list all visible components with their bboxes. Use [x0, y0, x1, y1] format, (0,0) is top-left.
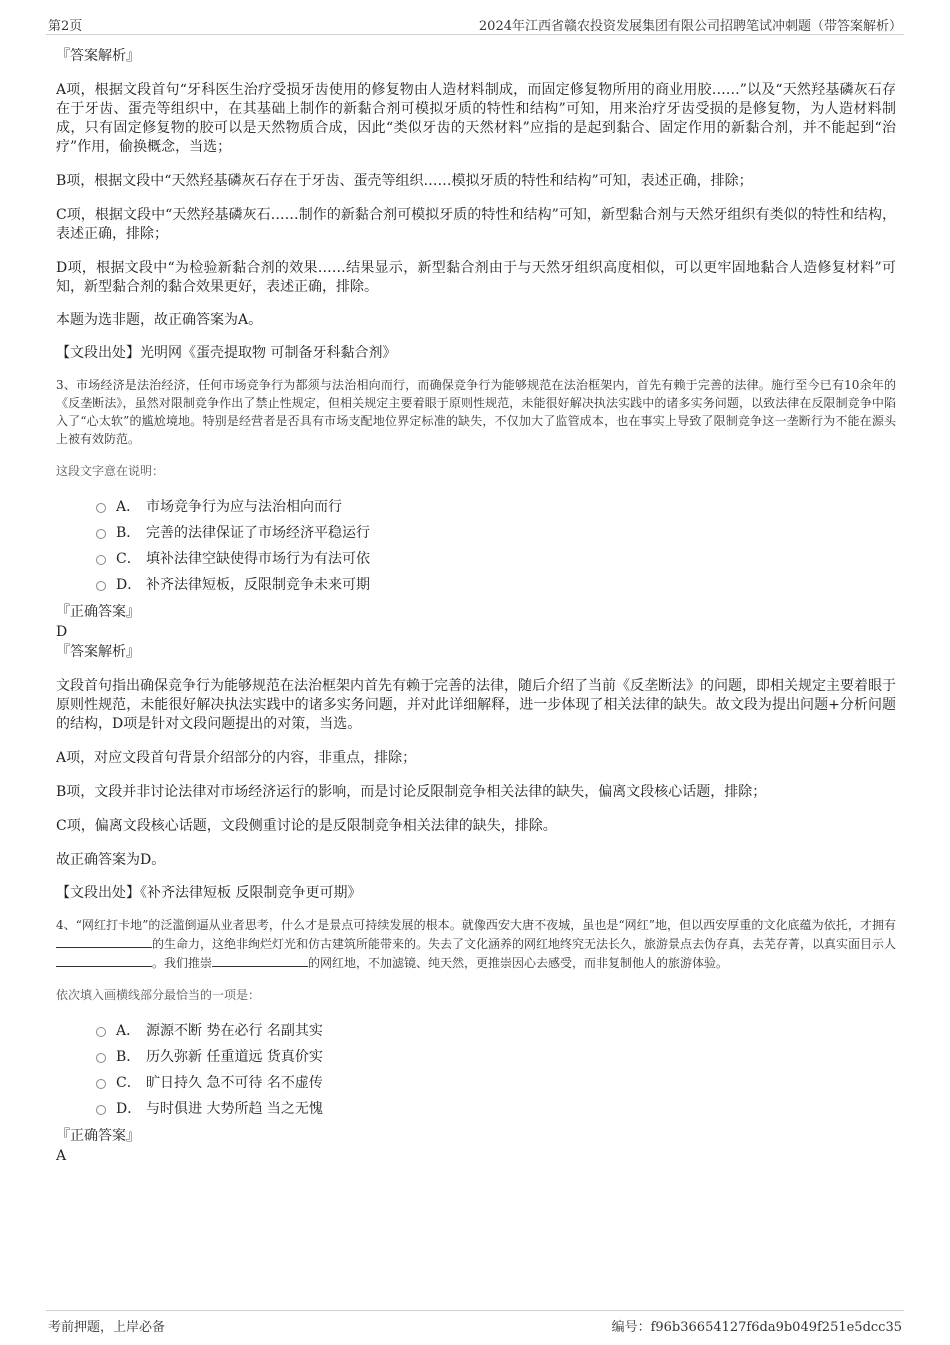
option-a[interactable]: A． 市场竞争行为应与法治相向而行: [96, 494, 896, 520]
analysis-label: 『答案解析』: [56, 48, 140, 64]
page-header: [46, 12, 904, 35]
radio-icon[interactable]: [96, 503, 106, 513]
analysis-d: D项，根据文段中“为检验新黏合剂的效果……结果显示，新型黏合剂由于与天然牙组织高度相似，可以更牢固地黏合人造修复材料”可知，新型黏合剂的黏合效果更好，表述正确，排除。: [56, 260, 896, 295]
question-4-prompt: 依次填入画横线部分最恰当的一项是：: [56, 988, 261, 1002]
analysis-label: 『答案解析』: [56, 644, 140, 660]
answer-value: D: [56, 624, 68, 640]
option-a[interactable]: A． 源源不断 势在必行 名副其实: [96, 1018, 896, 1044]
answer-value: A: [56, 1148, 67, 1164]
source: 【文段出处】光明网《蛋壳提取物 可制备牙科黏合剂》: [56, 345, 397, 361]
conclusion: 本题为选非题，故正确答案为A。: [56, 312, 263, 328]
source: 【文段出处】《补齐法律短板 反限制竞争更可期》: [56, 885, 362, 901]
conclusion: 故正确答案为D。: [56, 852, 166, 868]
document-title: 2024年江西省赣农投资发展集团有限公司招聘笔试冲刺题（带答案解析）: [478, 19, 902, 34]
question-3-options: [56, 494, 896, 598]
answer-label: 『正确答案』: [56, 604, 140, 620]
radio-icon[interactable]: [96, 581, 106, 591]
fill-blank-2: [56, 953, 152, 967]
option-c[interactable]: C． 旷日持久 急不可待 名不虚传: [96, 1070, 896, 1096]
radio-icon[interactable]: [96, 555, 106, 565]
question-4-stem: 4、“网红打卡地”的泛滥倒逼从业者思考，什么才是景点可持续发展的根本。就像西安大唐不夜城，虽也是“网红”地，但以西安厚重的文化底蕴为依托，才拥有的生命力，这绝非绚烂灯光和仿古建筑所能带来的。失去了文化涵养的网红地终究无法长久，旅游景点去伪存真，去芜存菁，以真实面目示人。我们推崇 的网红地，不加滤镜、纯天然，更推崇因心去感受，而非复制他人的旅游体验。: [56, 918, 897, 970]
page-footer: [46, 1310, 904, 1337]
question-4-options: [56, 1018, 896, 1122]
analysis-a: A项，对应文段首句背景介绍部分的内容，非重点，排除；: [56, 750, 417, 766]
option-d[interactable]: D． 补齐法律短板，反限制竞争未来可期: [96, 572, 896, 598]
radio-icon[interactable]: [96, 1105, 106, 1115]
answer-label: 『正确答案』: [56, 1128, 140, 1144]
fill-blank-3: [212, 953, 308, 967]
fill-blank-1: [56, 934, 152, 948]
radio-icon[interactable]: [96, 529, 106, 539]
radio-icon[interactable]: [96, 1027, 106, 1037]
radio-icon[interactable]: [96, 1079, 106, 1089]
question-3-prompt: 这段文字意在说明：: [56, 464, 165, 478]
radio-icon[interactable]: [96, 1053, 106, 1063]
option-b[interactable]: B． 完善的法律保证了市场经济平稳运行: [96, 520, 896, 546]
analysis-main: 文段首句指出确保竞争行为能够规范在法治框架内首先有赖于完善的法律，随后介绍了当前《反垄断法》的问题，即相关规定主要着眼于原则性规范，未能很好解决执法实践中的诸多实务问题，并对此详细解释，进一步体现了相关法律的缺失。故文段为提出问题+分析问题的结构，D项是针对文段问题提出的对策，当选。: [56, 678, 896, 732]
analysis-a: A项，根据文段首句“牙科医生治疗受损牙齿使用的修复物由人造材料制成，而固定修复物所用的商业用胶……”以及“天然羟基磷灰石存在于牙齿、蛋壳等组织中，在其基础上制作的新黏合剂可模拟牙质的特性和结构”可知，用来治疗牙齿受损的是修复物，为人造材料制成，只有固定修复物的胶可以是天然物质合成，因此“类似牙齿的天然材料”应指的是起到黏合、固定作用的新黏合剂，并不能起到“治疗”作用，偷换概念，当选；: [56, 82, 896, 155]
option-b[interactable]: B． 历久弥新 任重道远 货真价实: [96, 1044, 896, 1070]
document-body: [56, 44, 896, 1166]
option-d[interactable]: D． 与时俱进 大势所趋 当之无愧: [96, 1096, 896, 1122]
analysis-c: C项，根据文段中“天然羟基磷灰石……制作的新黏合剂可模拟牙质的特性和结构”可知，新型黏合剂与天然牙组织有类似的特性和结构，表述正确，排除；: [56, 207, 896, 242]
option-c[interactable]: C． 填补法律空缺使得市场行为有法可依: [96, 546, 896, 572]
page-number: 第2页: [48, 19, 83, 34]
footer-slogan: 考前押题，上岸必备: [48, 1320, 166, 1335]
analysis-b: B项，根据文段中“天然羟基磷灰石存在于牙齿、蛋壳等组织……模拟牙质的特性和结构”可知，表述正确，排除；: [56, 173, 753, 189]
document-id: 编号：f96b36654127f6da9b049f251e5dcc35: [611, 1320, 902, 1335]
analysis-c: C项，偏离文段核心话题，文段侧重讨论的是反限制竞争相关法律的缺失，排除。: [56, 818, 557, 834]
analysis-b: B项，文段并非讨论法律对市场经济运行的影响，而是讨论反限制竞争相关法律的缺失，偏离文段核心话题，排除；: [56, 784, 767, 800]
question-3-stem: 3、市场经济是法治经济，任何市场竞争行为都须与法治相向而行，而确保竞争行为能够规范在法治框架内，首先有赖于完善的法律。施行至今已有10余年的《反垄断法》，虽然对限制竞争作出了禁止性规定，但相关规定主要着眼于原则性规范，未能很好解决执法实践中的诸多实务问题，以致法律在反限制竞争中陷入了“心太软”的尴尬境地。特别是经营者是否具有市场支配地位界定标准的缺失，不仅加大了监管成本，也在事实上导致了限制竞争这一垄断行为不能在源头上被有效防范。: [56, 378, 896, 446]
